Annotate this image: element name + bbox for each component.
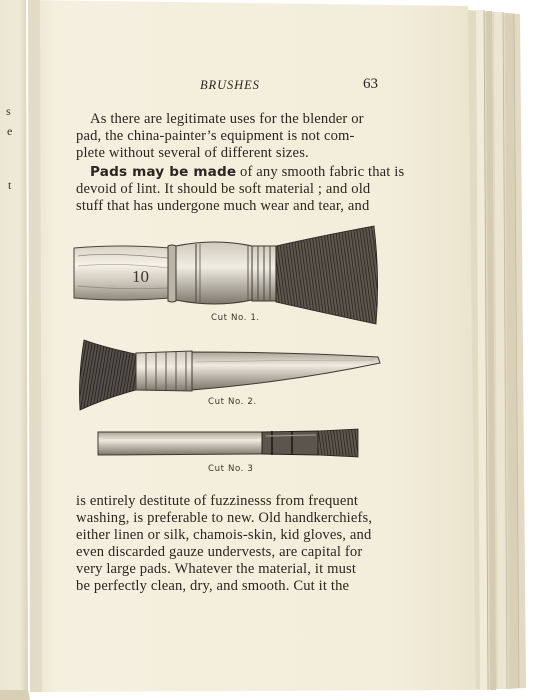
text-line: plete without several of different sizes. <box>76 145 309 161</box>
page-number: 63 <box>363 76 378 92</box>
text-line: washing, is preferable to new. Old handkerchiefs, <box>76 510 373 526</box>
text-line: As there are legitimate uses for the blender or <box>90 111 364 127</box>
text-line: pad, the china-painter’s equipment is not com- <box>76 128 355 144</box>
text-line: stuff that has undergone much wear and tear, and <box>76 198 370 214</box>
text-line: be perfectly clean, dry, and smooth. Cut it the <box>76 578 350 594</box>
figure-caption: Cut No. 2. <box>208 397 257 407</box>
brush-number-label: 10 <box>132 267 149 286</box>
left-page-fragment: e <box>7 124 13 138</box>
text-line: either linen or silk, chamois-skin, kid gloves, and <box>76 527 372 543</box>
running-head: BRUSHES <box>200 78 260 92</box>
text-line-rest: of any smooth fabric that is <box>240 164 405 180</box>
left-page <box>0 0 28 694</box>
text-line: very large pads. Whatever the material, it must <box>76 561 357 577</box>
figure-caption: Cut No. 3 <box>208 464 254 474</box>
left-page-fragment: t <box>8 178 12 192</box>
text-line: even discarded gauze undervests, are capital for <box>76 544 363 560</box>
text-line: is entirely destitute of fuzzinesss from frequent <box>76 493 359 509</box>
brush-illustration-3 <box>98 429 358 457</box>
bold-lead-in: Pads may be made <box>90 164 237 180</box>
left-page-fragment: s <box>6 104 11 118</box>
figure-caption: Cut No. 1. <box>211 313 260 323</box>
text-line: devoid of lint. It should be soft material ; and old <box>76 181 371 197</box>
text-line <box>90 164 404 181</box>
